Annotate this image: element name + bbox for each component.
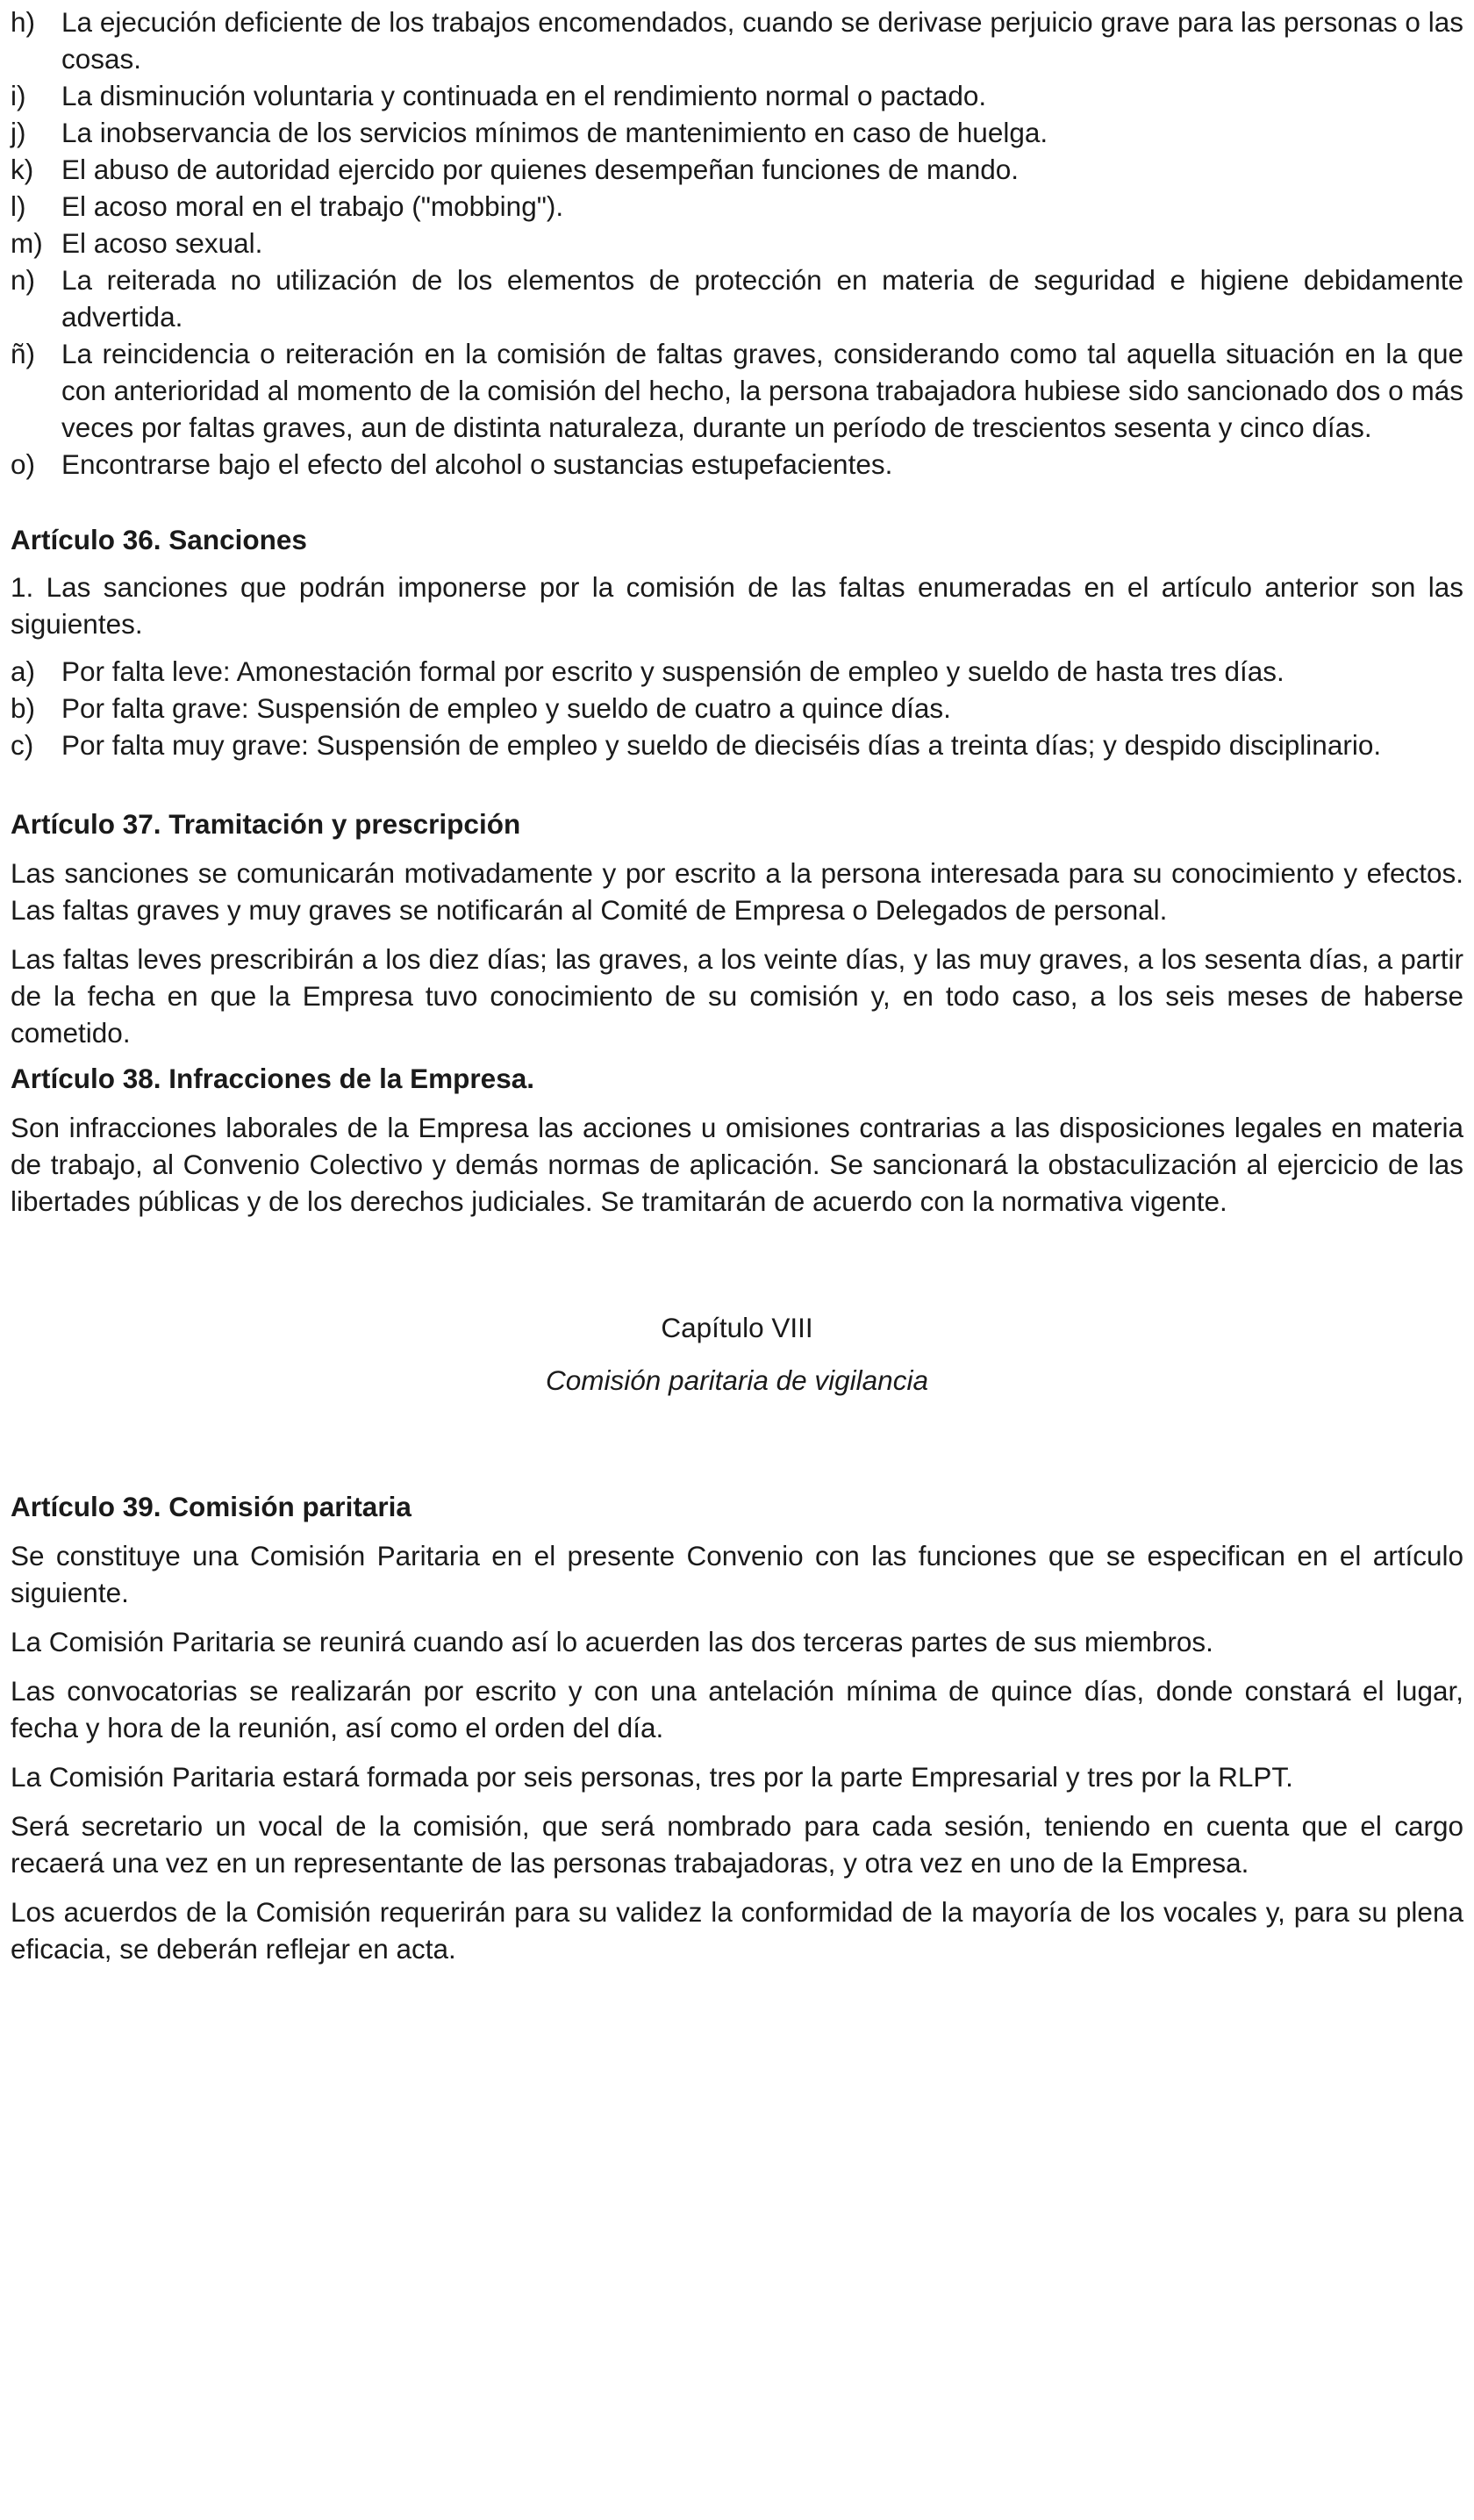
list-item: [11, 77, 1463, 114]
article-39-paragraph: La Comisión Paritaria se reunirá cuando así lo acuerden las dos terceras partes de sus miembros.: [11, 1626, 1213, 1657]
article-39-paragraph: Será secretario un vocal de la comisión, que será nombrado para cada sesión, teniendo en cuenta que el cargo recaerá una vez en un representante de las personas trabajadoras, y otra vez en uno de la Empresa.: [11, 1810, 1463, 1879]
list-marker: a): [11, 655, 36, 687]
list-item-text: La disminución voluntaria y continuada en el rendimiento normal o pactado.: [61, 80, 987, 111]
list-item-text: El acoso sexual.: [61, 227, 263, 259]
list-item: [11, 188, 1463, 225]
article-39-paragraph: La Comisión Paritaria estará formada por seis personas, tres por la parte Empresarial y tres por la RLPT.: [11, 1761, 1293, 1793]
list-item: [11, 727, 1463, 763]
list-item-text: La reincidencia o reiteración en la comisión de faltas graves, considerando como tal aquella situación en la que con anterioridad al momento de la comisión del hecho, la persona trabajadora hubiese sido sancionado dos o más veces por faltas graves, aun de distinta naturaleza, durante un período de trescientos sesenta y cinco días.: [61, 338, 1463, 443]
article-36-intro: 1. Las sanciones que podrán imponerse por la comisión de las faltas enumeradas en el artículo anterior son las siguientes.: [11, 571, 1463, 640]
faltas-muy-graves-list: [11, 4, 1463, 483]
chapter-subtitle: Comisión paritaria de vigilancia: [546, 1364, 928, 1396]
article-39-paragraph: Se constituye una Comisión Paritaria en el presente Convenio con las funciones que se especifican en el artículo siguiente.: [11, 1540, 1463, 1608]
list-item: [11, 4, 1463, 77]
list-item: [11, 151, 1463, 188]
article-38-paragraph: Son infracciones laborales de la Empresa las acciones u omisiones contrarias a las disposiciones legales en materia de trabajo, al Convenio Colectivo y demás normas de aplicación. Se sancionará la obstaculización al ejercicio de las libertades públicas y de los derechos judiciales. Se tramitarán de acuerdo con la normativa vigente.: [11, 1112, 1463, 1217]
article-37-heading: Artículo 37. Tramitación y prescripción: [11, 808, 521, 840]
list-item: [11, 261, 1463, 335]
article-37-paragraph: Las sanciones se comunicarán motivadamente y por escrito a la persona interesada para su conocimiento y efectos. Las faltas graves y muy graves se notificarán al Comité de Empresa o Delegados de personal.: [11, 857, 1463, 926]
list-item-text: La reiterada no utilización de los elementos de protección en materia de seguridad e higiene debidamente advertida.: [61, 264, 1463, 333]
list-item: [11, 653, 1463, 690]
list-item-text: La ejecución deficiente de los trabajos encomendados, cuando se derivase perjuicio grave para las personas o las cosas.: [61, 6, 1463, 75]
list-marker: m): [11, 227, 43, 259]
list-item: [11, 446, 1463, 483]
chapter-heading-block: [11, 1309, 1463, 1399]
list-item: [11, 690, 1463, 727]
list-marker: k): [11, 154, 34, 185]
list-item: [11, 335, 1463, 446]
article-39-paragraph: Los acuerdos de la Comisión requerirán para su validez la conformidad de la mayoría de los vocales y, para su plena eficacia, se deberán reflejar en acta.: [11, 1896, 1463, 1965]
list-item-text: El acoso moral en el trabajo ("mobbing").: [61, 190, 564, 222]
list-marker: i): [11, 80, 26, 111]
list-marker: l): [11, 190, 26, 222]
article-37-paragraph: Las faltas leves prescribirán a los diez días; las graves, a los veinte días, y las muy graves, a los sesenta días, a partir de la fecha en que la Empresa tuvo conocimiento de su comisión y, en todo caso, a los seis meses de haberse cometido.: [11, 943, 1463, 1049]
list-marker: o): [11, 448, 36, 480]
list-item-text: La inobservancia de los servicios mínimos de mantenimiento en caso de huelga.: [61, 117, 1048, 148]
article-36-heading: Artículo 36. Sanciones: [11, 524, 307, 555]
list-item-text: Por falta grave: Suspensión de empleo y sueldo de cuatro a quince días.: [61, 692, 951, 724]
article-36-list: [11, 653, 1463, 763]
list-item-text: Encontrarse bajo el efecto del alcohol o sustancias estupefacientes.: [61, 448, 893, 480]
list-marker: c): [11, 729, 34, 761]
list-item-text: Por falta muy grave: Suspensión de empleo y sueldo de dieciséis días a treinta días; y despido disciplinario.: [61, 729, 1382, 761]
list-marker: ñ): [11, 338, 36, 369]
list-item: [11, 225, 1463, 261]
list-marker: b): [11, 692, 36, 724]
list-item-text: El abuso de autoridad ejercido por quienes desempeñan funciones de mando.: [61, 154, 1020, 185]
list-item-text: Por falta leve: Amonestación formal por escrito y suspensión de empleo y sueldo de hasta tres días.: [61, 655, 1284, 687]
list-item: [11, 114, 1463, 151]
article-39-paragraph: Las convocatorias se realizarán por escrito y con una antelación mínima de quince días, donde constará el lugar, fecha y hora de la reunión, así como el orden del día.: [11, 1675, 1463, 1743]
list-marker: n): [11, 264, 36, 296]
article-39-heading: Artículo 39. Comisión paritaria: [11, 1491, 411, 1522]
list-marker: j): [11, 117, 26, 148]
article-38-heading: Artículo 38. Infracciones de la Empresa.: [11, 1063, 534, 1094]
list-marker: h): [11, 6, 36, 38]
chapter-title: Capítulo VIII: [661, 1312, 813, 1343]
